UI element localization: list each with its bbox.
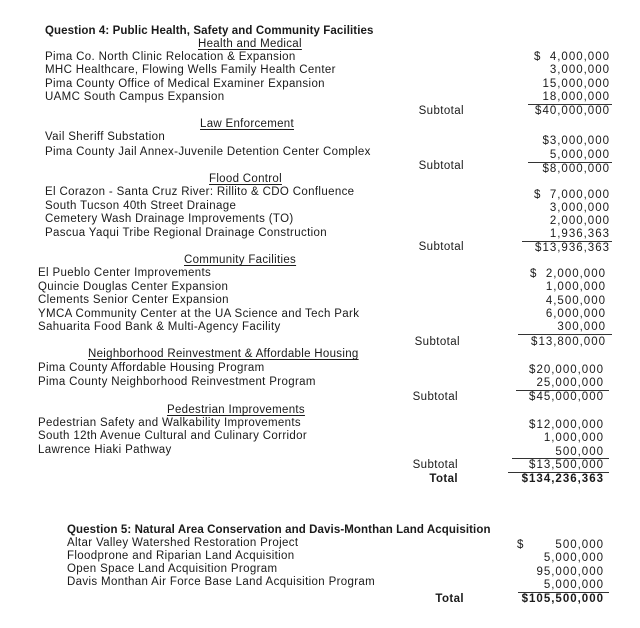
line-item-label: Pima County Neighborhood Reinvestment Program [38, 376, 316, 388]
section-heading-health: Health and Medical [198, 38, 302, 50]
subtotal-label: Subtotal [418, 105, 464, 117]
line-item-amount: $12,000,000 [529, 419, 604, 431]
subtotal-label: Subtotal [418, 160, 464, 172]
q4-title: Question 4: Public Health, Safety and Community Facilities [45, 25, 374, 37]
line-item-amount: 1,936,363 [549, 228, 610, 240]
total-label: Total [435, 593, 464, 605]
line-item-label: Davis Monthan Air Force Base Land Acquisition Program [67, 576, 376, 588]
total-amount: $105,500,000 [521, 593, 604, 605]
subtotal-amount: $8,000,000 [542, 163, 610, 175]
line-item-label: Open Space Land Acquisition Program [67, 563, 278, 575]
dollar-sign: $ [517, 539, 524, 551]
line-item-amount: $ 7,000,000 [534, 189, 610, 201]
subtotal-amount: $45,000,000 [529, 391, 604, 403]
total-amount: $134,236,363 [521, 473, 604, 485]
line-item-amount: $20,000,000 [529, 364, 604, 376]
line-item-amount: 5,000,000 [543, 579, 604, 591]
subtotal-amount: $13,800,000 [531, 336, 606, 348]
section-heading-housing: Neighborhood Reinvestment & Affordable Housing [88, 348, 359, 360]
q5-title: Question 5: Natural Area Conservation and Davis-Monthan Land Acquisition [67, 524, 491, 536]
line-item-amount: 15,000,000 [542, 78, 610, 90]
line-item-label: South Tucson 40th Street Drainage [45, 200, 237, 212]
line-item-amount: 1,000,000 [545, 281, 606, 293]
line-item-label: Cemetery Wash Drainage Improvements (TO) [45, 213, 294, 225]
section-heading-law: Law Enforcement [200, 118, 294, 130]
line-item-amount: $3,000,000 [542, 135, 610, 147]
subtotal-rule [518, 334, 612, 335]
line-item-amount: 18,000,000 [542, 91, 610, 103]
line-item-label: Sahuarita Food Bank & Multi-Agency Facility [38, 321, 281, 333]
line-item-label: YMCA Community Center at the UA Science and Tech Park [38, 308, 360, 320]
line-item-amount: 5,000,000 [543, 552, 604, 564]
line-item-amount: 300,000 [557, 321, 606, 333]
line-item-amount: 25,000,000 [536, 377, 604, 389]
subtotal-label: Subtotal [412, 391, 458, 403]
subtotal-label: Subtotal [414, 336, 460, 348]
line-item-label: Clements Senior Center Expansion [38, 294, 229, 306]
line-item-label: Pima Co. North Clinic Relocation & Expansion [45, 51, 296, 63]
section-heading-community: Community Facilities [184, 254, 297, 266]
section-heading-pedestrian: Pedestrian Improvements [167, 404, 305, 416]
line-item-label: Pascua Yaqui Tribe Regional Drainage Construction [45, 227, 328, 239]
line-item-amount: 4,500,000 [545, 295, 606, 307]
line-item-amount: 500,000 [555, 446, 604, 458]
line-item-label: Altar Valley Watershed Restoration Project [67, 537, 299, 549]
section-heading-flood: Flood Control [209, 173, 282, 185]
line-item-label: El Pueblo Center Improvements [38, 267, 212, 279]
line-item-amount: 500,000 [555, 539, 604, 551]
line-item-label: El Corazon - Santa Cruz River: Rillito & CDO Confluence [45, 186, 355, 198]
line-item-amount: $ 4,000,000 [534, 51, 610, 63]
line-item-label: Pedestrian Safety and Walkability Improvements [38, 417, 302, 429]
line-item-label: UAMC South Campus Expansion [45, 91, 225, 103]
line-item-amount: 95,000,000 [536, 566, 604, 578]
line-item-amount: 1,000,000 [543, 432, 604, 444]
total-label: Total [429, 473, 458, 485]
line-item-label: Vail Sheriff Substation [45, 131, 166, 143]
line-item-label: Pima County Office of Medical Examiner Expansion [45, 78, 325, 90]
line-item-amount: 3,000,000 [549, 202, 610, 214]
line-item-amount: 2,000,000 [549, 215, 610, 227]
subtotal-amount: $40,000,000 [535, 105, 610, 117]
line-item-label: Quincie Douglas Center Expansion [38, 281, 229, 293]
line-item-label: Floodprone and Riparian Land Acquisition [67, 550, 295, 562]
line-item-label: Pima County Jail Annex-Juvenile Detention Center Complex [45, 146, 371, 158]
subtotal-label: Subtotal [412, 459, 458, 471]
line-item-label: MHC Healthcare, Flowing Wells Family Health Center [45, 64, 336, 76]
subtotal-amount: $13,936,363 [535, 242, 610, 254]
subtotal-amount: $13,500,000 [529, 459, 604, 471]
line-item-amount: 5,000,000 [549, 149, 610, 161]
line-item-amount: $ 2,000,000 [530, 268, 606, 280]
line-item-label: Lawrence Hiaki Pathway [38, 444, 172, 456]
line-item-label: Pima County Affordable Housing Program [38, 362, 265, 374]
line-item-label: South 12th Avenue Cultural and Culinary Corridor [38, 430, 308, 442]
line-item-amount: 3,000,000 [549, 64, 610, 76]
subtotal-label: Subtotal [418, 241, 464, 253]
line-item-amount: 6,000,000 [545, 308, 606, 320]
